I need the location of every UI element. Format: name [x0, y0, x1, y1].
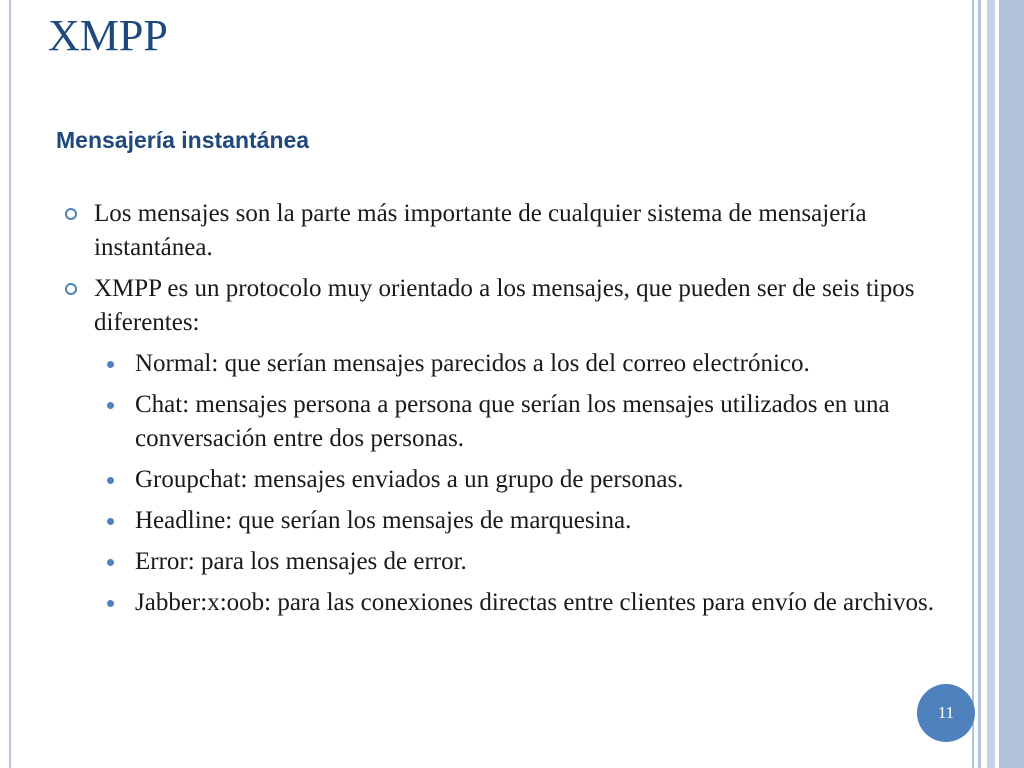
dot-bullet-icon — [107, 361, 114, 368]
list-item — [64, 272, 954, 620]
dot-bullet-icon — [107, 477, 114, 484]
dot-bullet-icon — [107, 402, 114, 409]
bullet-list — [64, 197, 954, 620]
sub-list-item — [64, 347, 954, 381]
bullet-text: Los mensajes son la parte más importante de cualquier sistema de mensajería instantánea. — [94, 200, 867, 261]
slide-title: XMPP — [48, 11, 168, 60]
sub-bullet-text: Normal: que serían mensajes parecidos a los del correo electrónico. — [135, 350, 810, 377]
slide-subtitle: Mensajería instantánea — [56, 127, 310, 153]
dot-bullet-icon — [107, 518, 114, 525]
sub-bullet-list — [94, 347, 954, 620]
sub-list-item — [64, 504, 954, 538]
sub-bullet-text: Error: para los mensajes de error. — [135, 548, 467, 575]
list-item — [64, 197, 954, 265]
sub-list-item — [64, 545, 954, 579]
sub-bullet-text: Groupchat: mensajes enviados a un grupo de personas. — [135, 466, 684, 493]
page-number-badge: 11 — [917, 684, 975, 742]
dot-bullet-icon — [107, 600, 114, 607]
ring-bullet-icon — [65, 283, 77, 295]
slide-content — [64, 197, 954, 627]
ring-bullet-icon — [65, 208, 77, 220]
stripe — [999, 0, 1024, 768]
right-decorative-stripes — [972, 0, 1024, 768]
sub-list-item — [64, 586, 954, 620]
sub-bullet-text: Headline: que serían los mensajes de marquesina. — [135, 507, 632, 534]
left-border-line — [9, 0, 11, 768]
sub-bullet-text: Chat: mensajes persona a persona que serían los mensajes utilizados en una conversación entre dos personas. — [135, 391, 890, 452]
sub-bullet-text: Jabber:x:oob: para las conexiones directas entre clientes para envío de archivos. — [135, 589, 934, 616]
stripe — [987, 0, 995, 768]
bullet-text: XMPP es un protocolo muy orientado a los mensajes, que pueden ser de seis tipos diferentes: — [94, 275, 915, 336]
sub-list-item — [64, 388, 954, 456]
dot-bullet-icon — [107, 559, 114, 566]
sub-list-item — [64, 463, 954, 497]
